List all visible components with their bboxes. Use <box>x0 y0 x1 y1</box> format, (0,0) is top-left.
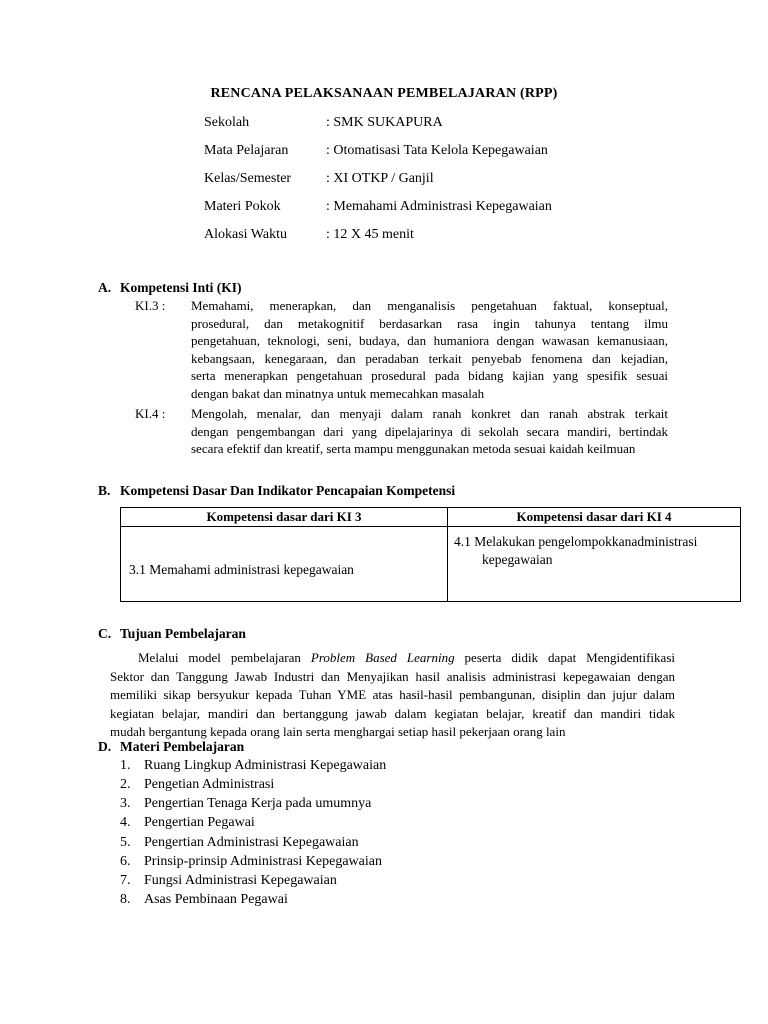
tujuan-line: Sektor dan Tanggung Jawab Industri dan Menyajikan hasil analisis administrasi kepegawaian dengan <box>110 668 675 684</box>
ki3-line: Memahami, menerapkan, dan menganalisis pengetahuan faktual, konseptual, <box>191 298 668 313</box>
ki3-line: prosedural, dan metakognitif berdasarkan rasa ingin tahunya tentang ilmu <box>191 315 668 331</box>
list-text: Pengertian Administrasi Kepegawaian <box>144 835 359 850</box>
tujuan-line: mudah bergantung kepada orang lain serta menghargai setiap hasil pekerjaan orang lain <box>110 724 566 740</box>
ki4-line: dengan pengembangan dari yang dipelajarinya di sekolah secara mandiri, bertindak <box>191 423 668 439</box>
list-number: 5. <box>120 835 131 850</box>
tujuan-line: kegiatan belajar, mandiri dan bertanggung jawab dalam kegiatan belajar, kreatif dan mandiri tidak <box>110 705 675 721</box>
identity-label: Sekolah <box>204 115 250 130</box>
section-title: Kompetensi Dasar Dan Indikator Pencapaian Kompetensi <box>120 483 456 498</box>
tujuan-text: Melalui model pembelajaran <box>138 650 311 665</box>
list-number: 2. <box>120 777 131 792</box>
section-letter: A. <box>98 280 112 295</box>
model-name: Problem Based Learning <box>310 650 455 665</box>
identity-value: : Memahami Administrasi Kepegawaian <box>326 199 552 214</box>
table-row <box>121 527 741 602</box>
list-text: Pengertian Pegawai <box>144 815 255 830</box>
section-a-heading <box>98 280 498 298</box>
tujuan-line: memiliki sikap bersyukur kepada Tuhan YME atas hasil-hasil pembangunan, disiplin dan jujur dalam <box>110 687 675 703</box>
identity-value: : SMK SUKAPURA <box>326 115 443 130</box>
document-title: RENCANA PELAKSANAAN PEMBELAJARAN (RPP) <box>210 86 558 101</box>
ki4-code: KI.4 : <box>135 406 166 421</box>
identity-value: : 12 X 45 menit <box>326 227 414 242</box>
identity-value: : Otomatisasi Tata Kelola Kepegawaian <box>326 143 548 158</box>
table-header-kd4: Kompetensi dasar dari KI 4 <box>448 508 741 527</box>
section-title: Tujuan Pembelajaran <box>120 626 246 641</box>
ki3-line: kebangsaan, kenegaraan, dan peradaban terkait penyebab fenomena dan kejadian, <box>191 350 668 366</box>
list-number: 6. <box>120 854 131 869</box>
tujuan-paragraph <box>110 649 675 742</box>
kd3-text: 3.1 Memahami administrasi kepegawaian <box>129 562 354 577</box>
ki3-line: dengan bakat dan minatnya untuk memecahkan masalah <box>191 385 485 401</box>
list-text: Fungsi Administrasi Kepegawaian <box>144 873 337 888</box>
list-number: 3. <box>120 796 131 811</box>
ki3-text <box>191 297 668 403</box>
section-title: Materi Pembelajaran <box>120 739 245 754</box>
section-letter: C. <box>98 626 112 641</box>
identity-value: : XI OTKP / Ganjil <box>326 171 434 186</box>
section-title: Kompetensi Inti (KI) <box>120 280 242 295</box>
section-c-heading <box>98 626 498 644</box>
ki4-line: Mengolah, menalar, dan menyaji dalam ranah konkret dan ranah abstrak terkait <box>191 406 668 421</box>
kd3-cell <box>121 527 448 602</box>
list-number: 7. <box>120 873 131 888</box>
tujuan-text: peserta didik dapat Mengidentifikasi <box>454 650 675 665</box>
list-number: 4. <box>120 815 131 830</box>
table-header-row <box>121 508 741 527</box>
ki3-code: KI.3 : <box>135 298 166 313</box>
identity-label: Kelas/Semester <box>204 171 292 186</box>
kd4-text-line2: kepegawaian <box>482 552 553 567</box>
list-number: 8. <box>120 892 131 907</box>
list-text: Ruang Lingkup Administrasi Kepegawaian <box>144 758 387 773</box>
ki3-line: serta menerapkan pengetahuan prosedural pada bidang kajian yang spesifik sesuai <box>191 368 668 384</box>
ki3-line: pengetahuan, teknologi, seni, budaya, dan humaniora dengan wawasan kemanusiaan, <box>191 333 668 349</box>
kd4-text-line1: 4.1 Melakukan pengelompokkanadministrasi <box>454 534 698 549</box>
section-b-heading <box>98 483 598 501</box>
list-text: Asas Pembinaan Pegawai <box>144 892 288 907</box>
list-text: Prinsip-prinsip Administrasi Kepegawaian <box>144 854 382 869</box>
list-text: Pengetian Administrasi <box>144 777 275 792</box>
section-letter: D. <box>98 739 112 754</box>
section-letter: B. <box>98 483 111 498</box>
table-header-kd3: Kompetensi dasar dari KI 3 <box>121 508 448 527</box>
tujuan-first-line <box>110 649 675 668</box>
section-d-heading <box>98 739 498 757</box>
identity-label: Alokasi Waktu <box>204 227 287 242</box>
kd4-cell <box>448 527 741 602</box>
ki4-text <box>191 405 668 458</box>
identity-label: Mata Pelajaran <box>204 143 289 158</box>
ki4-line: secara efektif dan kreatif, serta mampu menggunakan metoda sesuai kaidah keilmuan <box>191 441 636 457</box>
list-number: 1. <box>120 758 131 773</box>
list-text: Pengertian Tenaga Kerja pada umumnya <box>144 796 372 811</box>
identity-label: Materi Pokok <box>204 199 281 214</box>
kompetensi-dasar-table <box>120 507 741 602</box>
